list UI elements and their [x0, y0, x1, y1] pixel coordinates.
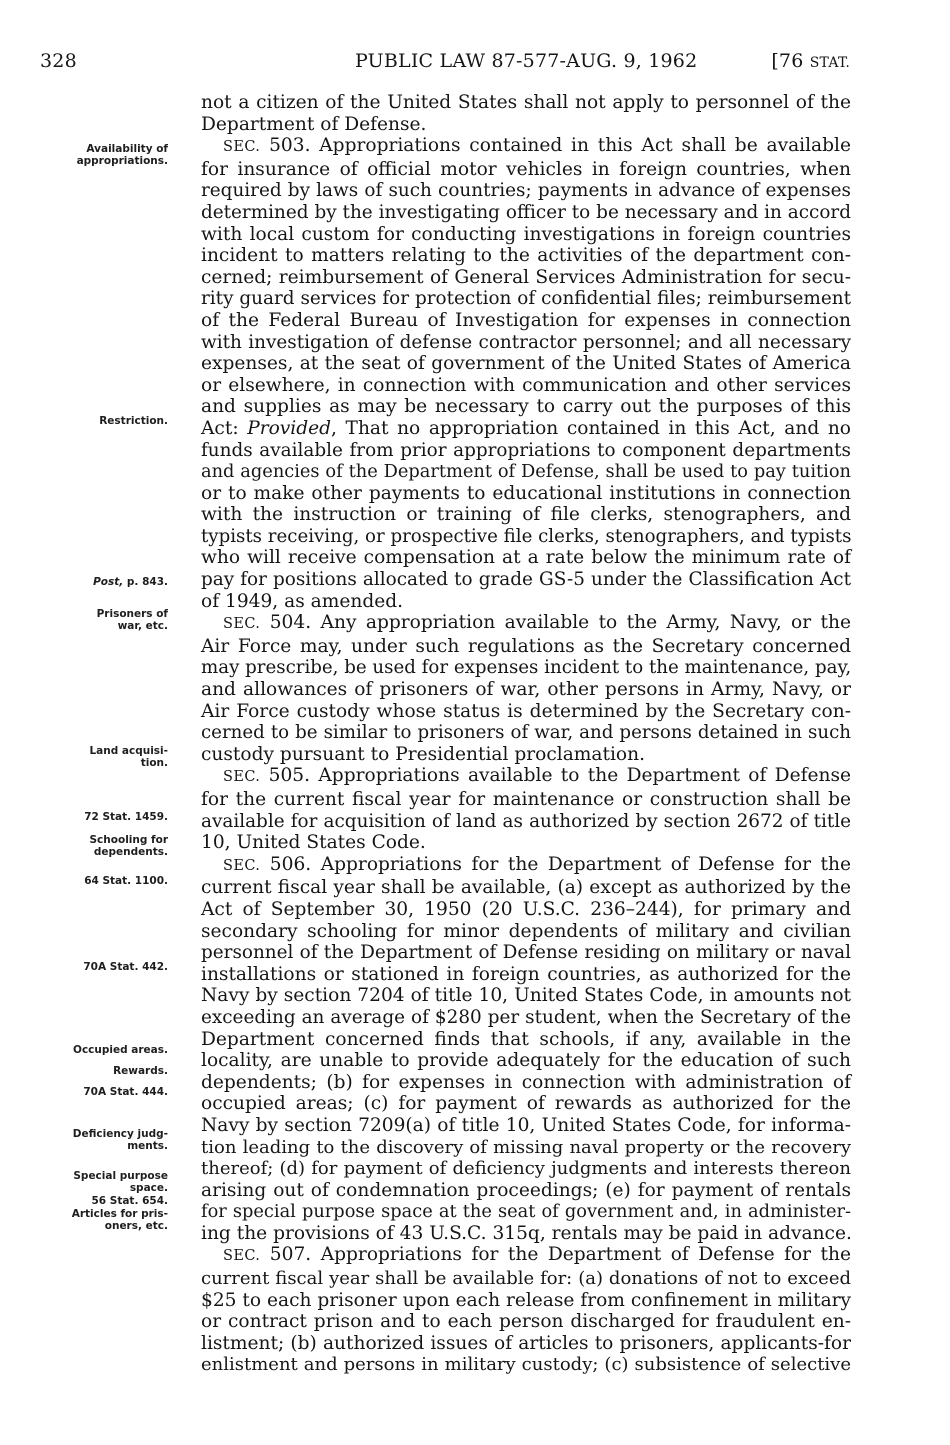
- line-text: for insurance of official motor vehicles in foreign countries, when: [201, 158, 851, 180]
- margin-note-post: Post, p. 843.: [93, 576, 168, 588]
- body-line: [201, 267, 851, 289]
- body-line: [201, 1158, 851, 1180]
- line-text: Act of September 30, 1950 (20 U.S.C. 236–244), for primary and: [201, 898, 851, 920]
- line-text: and supplies as may be necessary to carry out the purposes of this: [201, 396, 851, 418]
- line-text: typists receiving, or prospective file clerks, stenographers, and typists: [201, 525, 852, 547]
- line-text: Department concerned finds that schools, if any, available in the: [201, 1028, 851, 1050]
- body-line: [201, 547, 851, 569]
- line-text: arising out of condemnation proceedings; (e) for payment of rentals: [201, 1179, 851, 1201]
- margin-note-articles: Articles for pris- oners, etc.: [71, 1208, 168, 1232]
- body-line: [201, 288, 851, 310]
- body-line: [201, 202, 851, 224]
- line-text: occupied areas; (c) for payment of rewards as authorized for the: [201, 1093, 851, 1115]
- body-line: [201, 679, 851, 701]
- line-text: locality, are unable to provide adequately for the education of such: [201, 1050, 851, 1072]
- body-line: [201, 591, 851, 613]
- line-text: dependents; (b) for expenses in connection with administration of: [201, 1071, 851, 1093]
- line-text: or elsewhere, in connection with communication and other services: [201, 374, 851, 396]
- line-text: exceeding an average of $280 per student, when the Secretary of the: [201, 1006, 851, 1028]
- body-line: [201, 877, 851, 899]
- margin-note-availability: Availability of appropriations.: [76, 143, 168, 167]
- margin-note-56-stat-654: 56 Stat. 654.: [91, 1195, 168, 1207]
- body-line: [201, 180, 851, 202]
- body-line: [201, 569, 851, 591]
- line-text: may prescribe, be used for expenses incident to the maintenance, pay,: [201, 657, 852, 679]
- margin-note-occupied-areas: Occupied areas.: [73, 1044, 168, 1056]
- body-line: [201, 1029, 851, 1051]
- line-text: rity guard services for protection of confidential files; reimbursement: [201, 288, 851, 310]
- body-line: [201, 744, 851, 766]
- body-line: [201, 245, 851, 267]
- margin-note-land-acquisition: Land acquisi- tion.: [89, 745, 168, 769]
- margin-note-deficiency: Deficiency judg- ments.: [72, 1128, 168, 1152]
- body-line: [201, 964, 851, 986]
- line-text: for special purpose space at the seat of government and, in administer-: [201, 1201, 851, 1223]
- line-text: custody pursuant to Presidential proclamation.: [201, 743, 645, 765]
- line-text: 504. Any appropriation available to the Army, Navy, or the: [260, 612, 851, 634]
- body-line: [201, 310, 851, 332]
- line-text: determined by the investigating officer to be necessary and in accord: [201, 201, 851, 223]
- body-line: [201, 612, 851, 636]
- margin-note-72-stat-1459: 72 Stat. 1459.: [84, 811, 168, 823]
- line-text: thereof; (d) for payment of deficiency judgments and interests thereon: [201, 1158, 851, 1180]
- line-text: tion leading to the discovery of missing naval property or the recovery: [201, 1136, 851, 1158]
- body-line: [201, 114, 851, 136]
- page-number: 328: [40, 50, 77, 72]
- section-label: SEC.: [223, 769, 261, 786]
- body-line: [201, 1290, 851, 1312]
- margin-note-prisoners: Prisoners of war, etc.: [96, 608, 168, 632]
- margin-note-schooling: Schooling for dependents.: [89, 834, 168, 858]
- line-text: 505. Appropriations available to the Department of Defense: [260, 765, 851, 787]
- body-line: [201, 1050, 851, 1072]
- body-line: [201, 483, 851, 505]
- body-line: [201, 1354, 851, 1376]
- body-line: [201, 832, 851, 854]
- body-line: [201, 224, 851, 246]
- body-line: [201, 92, 851, 114]
- margin-note-70a-stat-442: 70A Stat. 442.: [83, 961, 168, 973]
- line-text: cerned to be similar to prisoners of war, and persons detained in such: [201, 722, 851, 744]
- line-text: Navy by section 7209(a) of title 10, United States Code, for informa-: [201, 1114, 851, 1136]
- line-text: expenses, at the seat of government of the United States of America: [201, 353, 851, 375]
- statute-reference: [771, 50, 850, 72]
- line-text: current fiscal year shall be available for: (a) donations of not to exceed: [201, 1268, 851, 1290]
- body-line: [201, 396, 851, 418]
- body-line: [201, 636, 851, 658]
- line-text: $25 to each prisoner upon each release from confinement in military: [201, 1289, 852, 1311]
- body-line: [201, 1311, 851, 1333]
- line-text: 503. Appropriations contained in this Act shall be available: [260, 135, 851, 157]
- body-line: [201, 461, 851, 483]
- line-text: , That no appropriation contained in this Act, and no: [331, 417, 851, 439]
- line-text: Department of Defense.: [201, 113, 427, 135]
- section-label: SEC.: [223, 139, 261, 156]
- body-line: [201, 657, 851, 679]
- body-line: [201, 1115, 851, 1137]
- body-line: [201, 504, 851, 526]
- body-line: [201, 1223, 851, 1245]
- body-line: [201, 921, 851, 943]
- line-text: installations or stationed in foreign countries, as authorized for the: [201, 963, 851, 985]
- line-text: required by laws of such countries; payments in advance of expenses: [201, 180, 851, 202]
- line-text: 506. Appropriations for the Department of Defense for the: [260, 853, 851, 875]
- margin-note-70a-stat-444: 70A Stat. 444.: [83, 1086, 168, 1098]
- line-text: with local custom for conducting investigations in foreign countries: [201, 223, 851, 245]
- body-line: [201, 418, 851, 440]
- line-text: current fiscal year shall be available, (a) except as authorized by the: [201, 877, 851, 899]
- line-text: Navy by section 7204 of title 10, United States Code, in amounts not: [201, 985, 851, 1007]
- line-text: of the Federal Bureau of Investigation for expenses in connection: [201, 309, 851, 331]
- body-line: [201, 1201, 851, 1223]
- body-line: [201, 811, 851, 833]
- line-text: who will receive compensation at a rate below the minimum rate of: [201, 547, 851, 569]
- line-text: incident to matters relating to the activities of the department con-: [201, 245, 851, 267]
- line-text: or to make other payments to educational institutions in connection: [201, 482, 851, 504]
- body-line: [201, 1268, 851, 1290]
- body-line: [201, 701, 851, 723]
- line-text: personnel of the Department of Defense residing on military or naval: [201, 942, 851, 964]
- line-text: not a citizen of the United States shall not apply to personnel of the: [201, 92, 851, 113]
- line-text: 10, United States Code.: [201, 832, 426, 854]
- margin-note-restriction: Restriction.: [99, 415, 168, 427]
- line-text: Air Force may, under such regulations as the Secretary concerned: [201, 635, 851, 657]
- body-line: [201, 1244, 851, 1268]
- body-line: [201, 526, 851, 548]
- line-text: with investigation of defense contractor personnel; and all necessary: [201, 331, 851, 353]
- line-text: secondary schooling for minor dependents of military and civilian: [201, 920, 851, 942]
- section-label: SEC.: [223, 1248, 261, 1265]
- body-line: [201, 440, 851, 462]
- body-line: [201, 899, 851, 921]
- body-line: [201, 765, 851, 789]
- body-line: [201, 159, 851, 181]
- body-line: [201, 789, 851, 811]
- line-text: funds available from prior appropriations to component departments: [201, 439, 851, 461]
- line-text: pay for positions allocated to grade GS-5 under the Classification Act: [201, 569, 851, 591]
- line-text: and agencies of the Department of Defense, shall be used to pay tuition: [201, 461, 851, 483]
- body-line: [201, 1072, 851, 1094]
- page-title: PUBLIC LAW 87-577-AUG. 9, 1962: [355, 50, 698, 72]
- section-label: SEC.: [223, 616, 261, 633]
- body-line: [201, 1137, 851, 1159]
- body-line: [201, 332, 851, 354]
- margin-note-64-stat-1100: 64 Stat. 1100.: [84, 875, 168, 887]
- body-line: [201, 375, 851, 397]
- line-text: cerned; reimbursement of General Services Administration for secu-: [201, 266, 851, 288]
- body-line: [201, 1180, 851, 1202]
- body-line: [201, 854, 851, 878]
- body-line: [201, 1007, 851, 1029]
- line-text: ing the provisions of 43 U.S.C. 315q, rentals may be paid in advance.: [201, 1222, 852, 1244]
- body-line: [201, 1333, 851, 1355]
- line-text: enlistment and persons in military custody; (c) subsistence of selective: [201, 1354, 851, 1376]
- line-prefix: Act:: [201, 417, 248, 439]
- body-line: [201, 722, 851, 744]
- body-line: [201, 1093, 851, 1115]
- line-text: of 1949, as amended.: [201, 590, 404, 612]
- section-label: SEC.: [223, 857, 261, 874]
- line-text: available for acquisition of land as authorized by section 2672 of title: [201, 810, 851, 832]
- body-line: [201, 985, 851, 1007]
- line-text: or contract prison and to each person discharged for fraudulent en-: [201, 1311, 851, 1333]
- line-text: 507. Appropriations for the Department of Defense for the: [260, 1244, 851, 1266]
- line-text: listment; (b) authorized issues of articles to prisoners, applicants-for: [201, 1332, 851, 1354]
- body-text: [201, 92, 851, 1376]
- body-line: [201, 135, 851, 159]
- body-line: [201, 942, 851, 964]
- statute-word: STAT.: [809, 55, 850, 71]
- margin-note-rewards: Rewards.: [113, 1065, 168, 1077]
- line-text: with the instruction or training of file clerks, stenographers, and: [201, 504, 851, 526]
- line-text: and allowances of prisoners of war, other persons in Army, Navy, or: [201, 679, 851, 701]
- line-text: for the current fiscal year for maintenance or construction shall be: [201, 789, 851, 810]
- margin-note-special-purpose: Special purpose space.: [73, 1170, 168, 1194]
- statute-prefix: [76: [771, 50, 810, 72]
- line-text: Air Force custody whose status is determined by the Secretary con-: [201, 700, 851, 722]
- body-line: [201, 353, 851, 375]
- italic-proviso: Provided: [247, 417, 332, 439]
